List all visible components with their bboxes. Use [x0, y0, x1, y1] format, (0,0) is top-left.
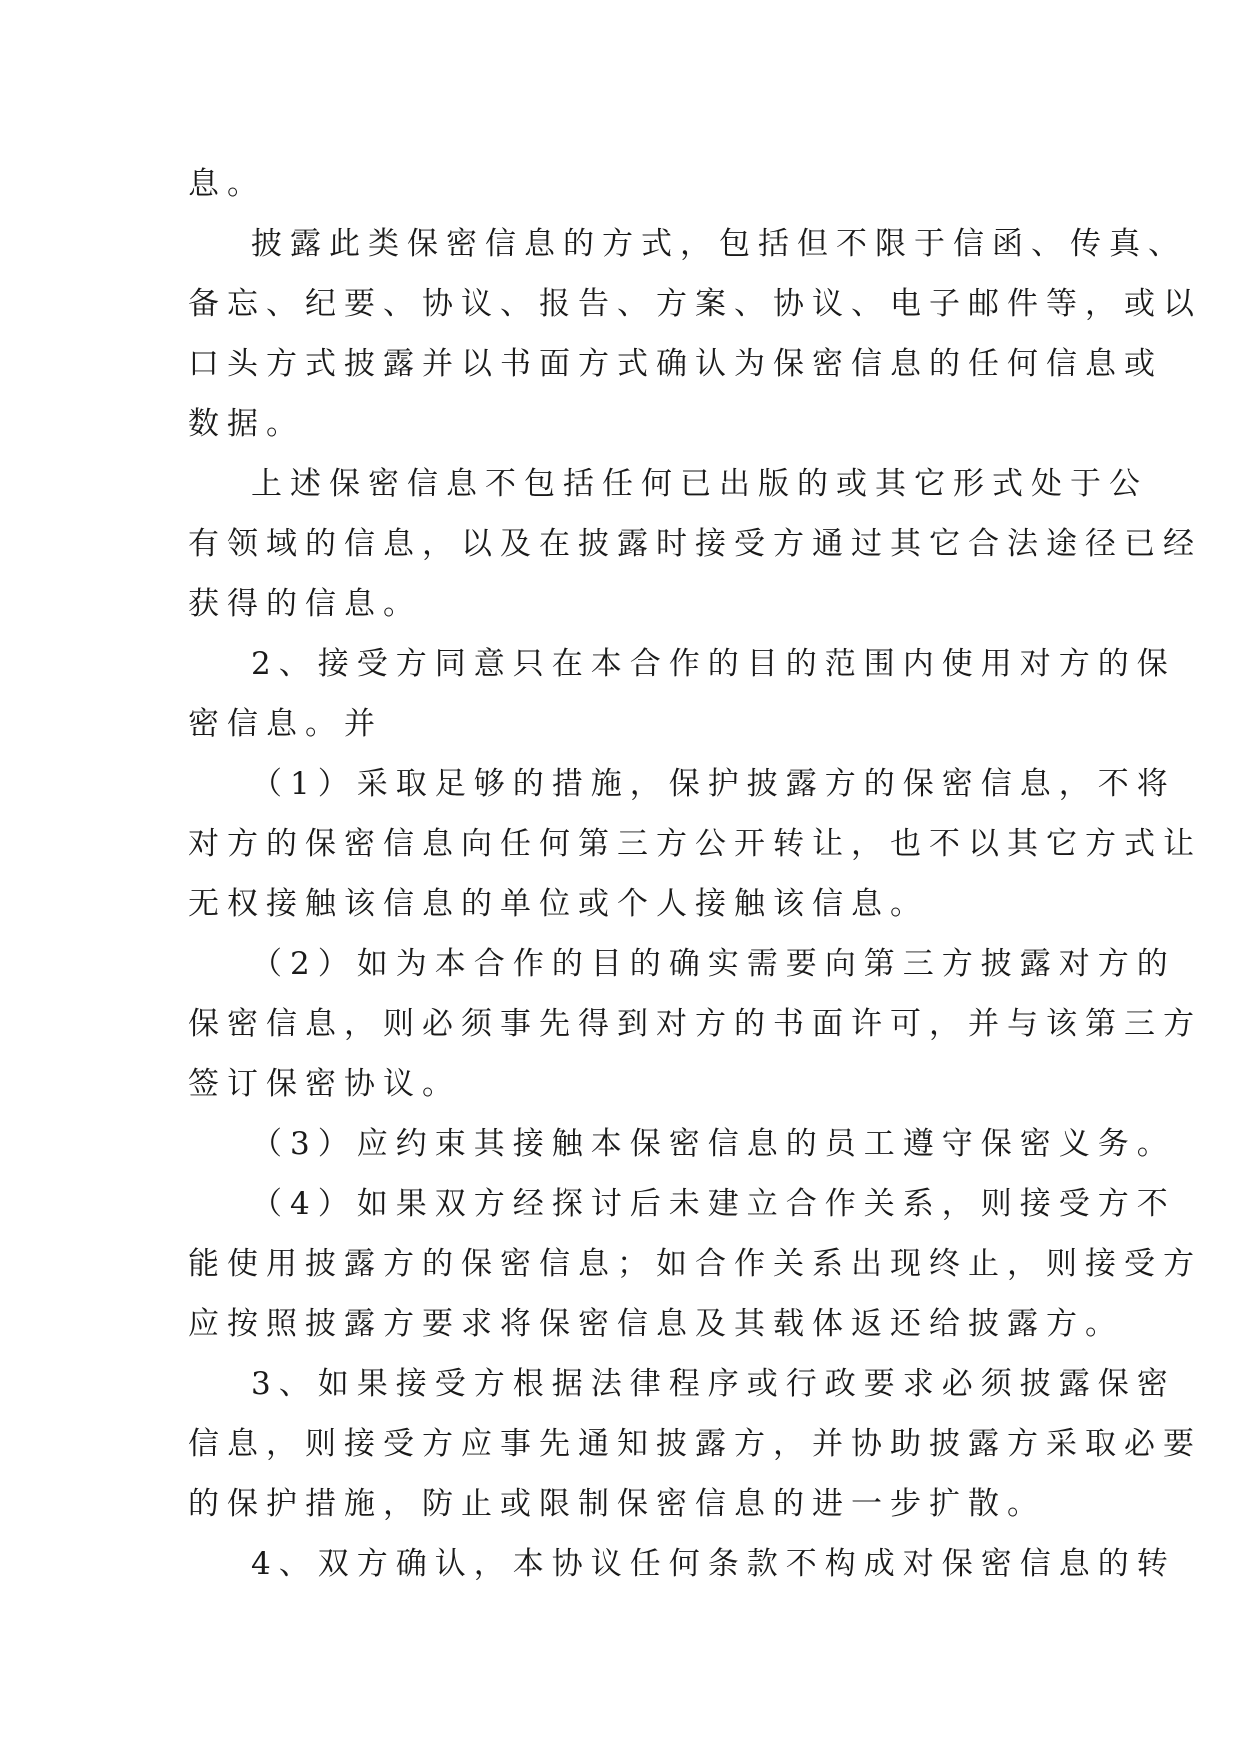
text-line: （3）应约束其接触本保密信息的员工遵守保密义务。	[251, 1126, 1176, 1162]
text-line: （4）如果双方经探讨后未建立合作关系，则接受方不	[251, 1186, 1176, 1222]
text-line: 披露此类保密信息的方式，包括但不限于信函、传真、	[251, 226, 1187, 262]
text-line: 数据。	[188, 406, 305, 442]
text-line: 4、双方确认，本协议任何条款不构成对保密信息的转	[251, 1546, 1176, 1582]
text-line: 的保护措施，防止或限制保密信息的进一步扩散。	[188, 1486, 1046, 1522]
text-line: 获得的信息。	[188, 586, 422, 622]
text-line: 息。	[188, 166, 266, 202]
text-line: 应按照披露方要求将保密信息及其载体返还给披露方。	[188, 1306, 1124, 1342]
text-line: 无权接触该信息的单位或个人接触该信息。	[188, 886, 929, 922]
text-line: 保密信息，则必须事先得到对方的书面许可，并与该第三方	[188, 1006, 1202, 1042]
text-line: 有领域的信息，以及在披露时接受方通过其它合法途径已经	[188, 526, 1202, 562]
text-line: 2、接受方同意只在本合作的目的范围内使用对方的保	[251, 646, 1176, 682]
text-line: 备忘、纪要、协议、报告、方案、协议、电子邮件等，或以	[188, 286, 1202, 322]
text-line: （2）如为本合作的目的确实需要向第三方披露对方的	[251, 946, 1176, 982]
text-line: 口头方式披露并以书面方式确认为保密信息的任何信息或	[188, 346, 1163, 382]
text-line: 3、如果接受方根据法律程序或行政要求必须披露保密	[251, 1366, 1176, 1402]
text-line: 签订保密协议。	[188, 1066, 461, 1102]
text-line: 密信息。并	[188, 706, 383, 742]
text-line: 上述保密信息不包括任何已出版的或其它形式处于公	[251, 466, 1148, 502]
text-line: 信息，则接受方应事先通知披露方，并协助披露方采取必要	[188, 1426, 1202, 1462]
text-line: 对方的保密信息向任何第三方公开转让，也不以其它方式让	[188, 826, 1202, 862]
text-line: （1）采取足够的措施，保护披露方的保密信息，不将	[251, 766, 1176, 802]
text-line: 能使用披露方的保密信息；如合作关系出现终止，则接受方	[188, 1246, 1202, 1282]
